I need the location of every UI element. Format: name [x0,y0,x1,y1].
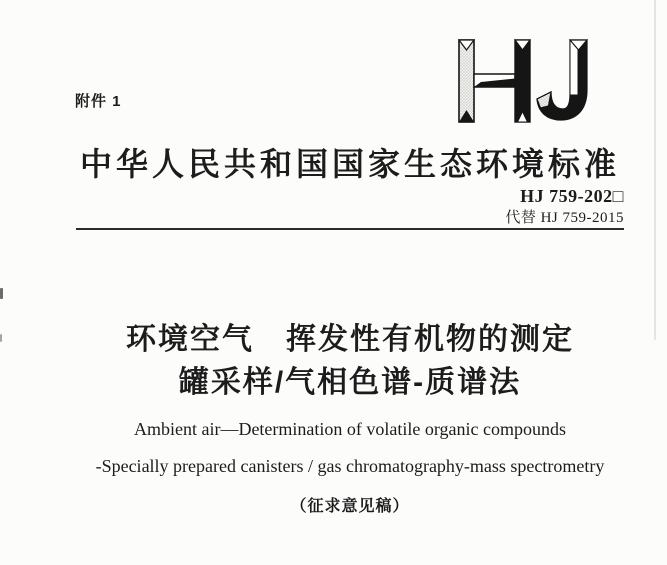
doc-title-en-line2: -Specially prepared canisters / gas chromatography-mass spectrometry [95,456,605,476]
scan-artifact [0,334,2,342]
national-standard-heading: 中华人民共和国国家生态环境标准 [79,146,620,182]
doc-title-cn-line2: 罐采样/气相色谱-质谱法 [178,366,522,399]
hj-logo [457,38,589,124]
doc-title-cn-line1: 环境空气 挥发性有机物的测定 [126,323,574,356]
scan-artifact [0,288,3,299]
header-rule [76,228,624,230]
standard-number: HJ 759-202□ [520,186,624,206]
hj-logo-graphic [457,38,589,124]
doc-title-en-line1: Ambient air—Determination of volatile organic compounds [133,419,567,439]
scan-page-edge [654,0,656,340]
replaces-note: 代替 HJ 759-2015 [505,210,624,226]
draft-status-note: （征求意见稿） [290,498,410,515]
attachment-label: 附件 1 [75,93,122,110]
